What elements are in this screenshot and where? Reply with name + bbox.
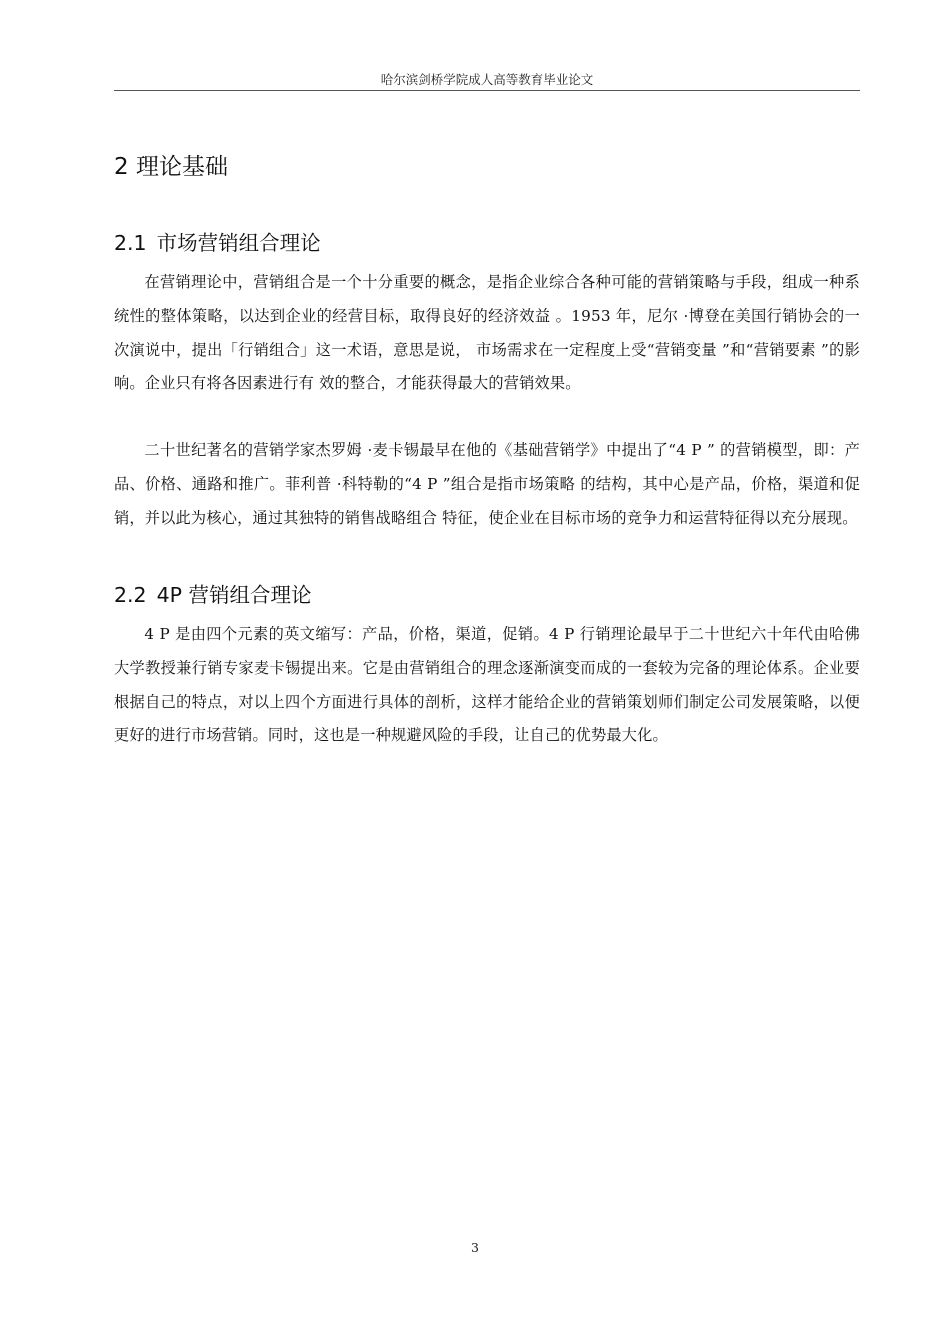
section-heading-2-1 [114,226,321,256]
chapter-title: 2 理论基础 [114,154,228,180]
body-paragraph: 在营销理论中，营销组合是一个十分重要的概念，是指企业综合各种可能的营销策略与手段，组成一种系统性的整体策略，以达到企业的经营目标，取得良好的经济效益 。1953 年，尼尔 ·博登在美国行销协会的一次演说中，提出「行销组合」这一术语，意思是说， 市场需求在一定程度上受“营销变量 ”和“营销要素 ”的影响。企业只有将各因素进行有 效的整合，才能获得最大的营销效果。 [114,273,860,393]
header-divider [114,90,860,91]
section-title: 市场营销组合理论 [156,231,321,255]
section-number: 2.2 [114,583,147,607]
running-header: 哈尔滨剑桥学院成人高等教育毕业论文 [380,72,594,87]
section-heading-2-2 [114,578,312,608]
body-paragraph: 4 P 是由四个元素的英文缩写：产品，价格，渠道，促销。4 P 行销理论最早于二十世纪六十年代由哈佛大学教授兼行销专家麦卡锡提出来。它是由营销组合的理念逐渐演变而成的一套较为完备的理论体系。企业要根据自己的特点，对以上四个方面进行具体的剖析，这样才能给企业的营销策划师们制定公司发展策略，以便更好的进行市场营销。同时，这也是一种规避风险的手段，让自己的优势最大化。 [114,625,860,745]
page-number: 3 [471,1240,479,1255]
section-title: 4P 营销组合理论 [156,583,312,607]
section-number: 2.1 [114,231,147,255]
body-paragraph: 二十世纪著名的营销学家杰罗姆 ·麦卡锡最早在他的《基础营销学》中提出了“4 P ” 的营销模型，即：产品、价格、通路和推广。菲利普 ·科特勒的“4 P ”组合是指市场策略 的结构，其中心是产品，价格，渠道和促销，并以此为核心，通过其独特的销售战略组合 特征，使企业在目标市场的竞争力和运营特征得以充分展现。 [114,441,860,527]
